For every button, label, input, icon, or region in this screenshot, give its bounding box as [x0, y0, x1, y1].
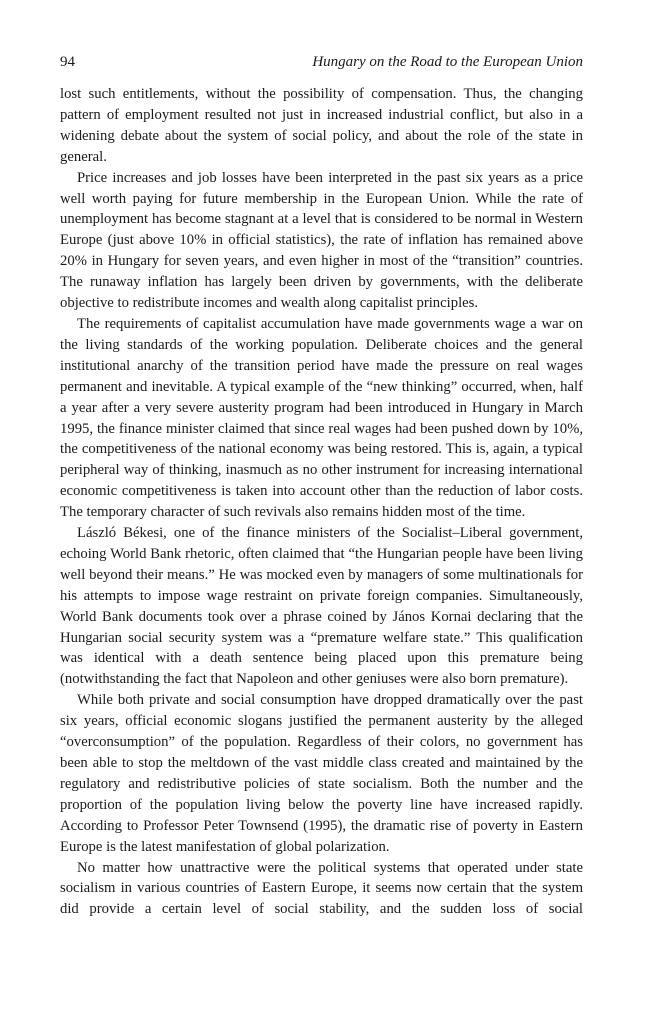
paragraph: While both private and social consumption have dropped dramatically over the past six years, official economic slogans justified the permanent austerity by the alleged “overconsumption” of the population. Regardless of their colors, no government has been able to stop the meltdown of the vast middle class created and maintained by the regulatory and redistributive policies of state socialism. Both the number and the proportion of the population living below the poverty line have increased rapidly. According to Professor Peter Townsend (1995), the dramatic rise of poverty in Eastern Europe is the latest manifestation of global polarization.: [60, 692, 583, 855]
paragraph: The requirements of capitalist accumulation have made governments wage a war on the living standards of the working population. Deliberate choices and the general institutional anarchy of the transition period have made the pressure on real wages permanent and inevitable. A typical example of the “new thinking” occurred, when, half a year after a very severe austerity program had been introduced in Hungary in March 1995, the finance minister claimed that since real wages had been pushed down by 10%, the competitiveness of the national economy was being restored. This is, again, a typical peripheral way of thinking, inasmuch as no other instrument for increasing international economic competitiveness is taken into account other than the reduction of labor costs. The temporary character of such revivals also remains hidden most of the time.: [60, 315, 583, 521]
book-page: [60, 52, 583, 920]
running-title: Hungary on the Road to the European Union: [312, 54, 583, 70]
paragraph-continues: No matter how unattractive were the political systems that operated under state socialism in various countries of Eastern Europe, it seems now certain that the system did provide a certain level of social stability, and the sudden loss of social: [60, 859, 583, 918]
body-text: [60, 84, 583, 920]
paragraph: Price increases and job losses have been interpreted in the past six years as a price well worth paying for future membership in the European Union. While the rate of unemployment has become stagnant at a level that is considered to be normal in Western Europe (just above 10% in official statistics), the rate of inflation has remained above 20% in Hungary for seven years, and even higher in most of the “transition” countries. The runaway inflation has largely been driven by governments, with the deliberate objective to redistribute incomes and wealth along capitalist principles.: [60, 169, 583, 312]
page-number: 94: [60, 54, 75, 70]
running-head: [60, 52, 583, 72]
paragraph: László Békesi, one of the finance ministers of the Socialist–Liberal government, echoing World Bank rhetoric, often claimed that “the Hungarian people have been living well beyond their means.” He was mocked even by managers of some multinationals for his attempts to impose wage restraint on private foreign companies. Simultaneously, World Bank documents took over a phrase coined by János Kornai declaring that the Hungarian social security system was a “premature welfare state.” This qualification was identical with a death sentence being placed upon this premature being (notwithstanding the fact that Napoleon and other geniuses were also born premature).: [60, 525, 583, 688]
paragraph-continued: lost such entitlements, without the possibility of compensation. Thus, the changing pattern of employment resulted not just in increased industrial conflict, but also in a widening debate about the system of social policy, and about the role of the state in general.: [60, 86, 583, 165]
